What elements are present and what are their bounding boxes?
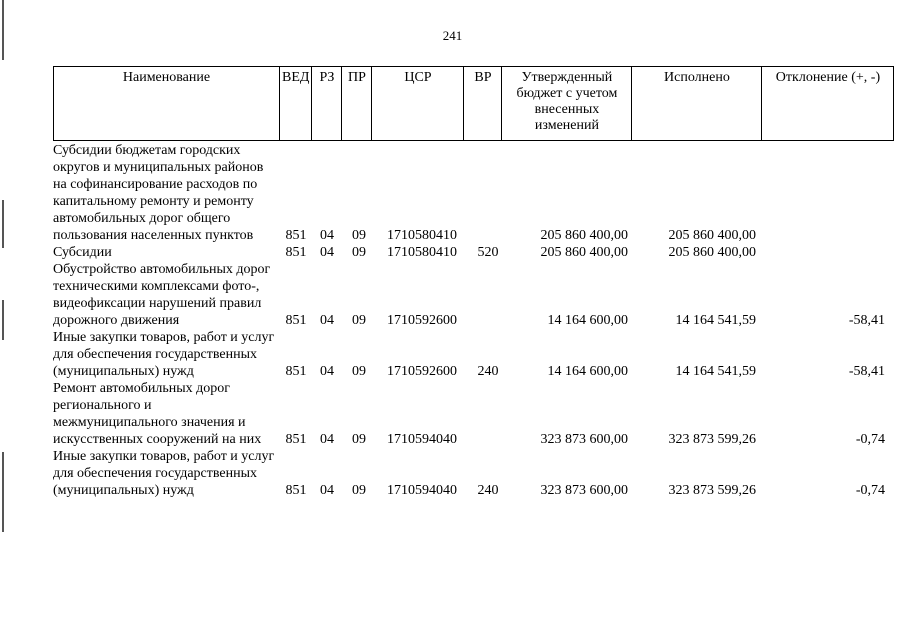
row-executed: 323 873 599,26	[668, 483, 756, 498]
row-executed: 205 860 400,00	[668, 228, 756, 243]
row-ved: 851	[285, 364, 307, 379]
row-executed: 14 164 541,59	[675, 364, 756, 379]
row-ved: 851	[285, 313, 307, 328]
row-csr: 1710580410	[387, 228, 457, 243]
table-row	[53, 142, 893, 244]
header-vr: ВР	[464, 67, 502, 141]
table-row	[53, 244, 893, 261]
row-deviation: -58,41	[848, 313, 885, 328]
row-executed: 14 164 541,59	[675, 313, 756, 328]
table-row	[53, 380, 893, 448]
header-csr: ЦСР	[372, 67, 464, 141]
scan-edge-mark-bottom	[2, 452, 4, 532]
row-name: Ремонт автомобильных дорог регионального и межмуниципального значения и искусственных сооружений на них	[53, 381, 262, 447]
row-ved: 851	[285, 228, 307, 243]
row-deviation: -0,74	[855, 483, 885, 498]
header-deviation: Отклонение (+, -)	[762, 67, 894, 141]
row-deviation: -58,41	[848, 364, 885, 379]
row-pr: 09	[352, 364, 366, 379]
header-pr: ПР	[342, 67, 372, 141]
scan-edge-mark-middle	[2, 200, 4, 248]
header-name: Наименование	[54, 67, 280, 141]
row-csr: 1710592600	[387, 313, 457, 328]
header-rz: РЗ	[312, 67, 342, 141]
row-csr: 1710592600	[387, 364, 457, 379]
row-approved: 14 164 600,00	[547, 313, 628, 328]
row-name: Обустройство автомобильных дорог техническими комплексами фото-, видеофиксации нарушений правил дорожного движения	[53, 262, 271, 328]
row-executed: 323 873 599,26	[668, 432, 756, 447]
table-row	[53, 448, 893, 499]
scan-edge-mark-lower	[2, 300, 4, 340]
row-vr: 520	[477, 245, 499, 260]
row-pr: 09	[352, 432, 366, 447]
row-csr: 1710580410	[387, 245, 457, 260]
budget-table-header	[53, 66, 894, 141]
row-approved: 323 873 600,00	[540, 432, 628, 447]
row-rz: 04	[320, 432, 334, 447]
scan-edge-mark-top	[2, 0, 4, 60]
row-rz: 04	[320, 228, 334, 243]
table-row	[53, 261, 893, 329]
row-approved: 14 164 600,00	[547, 364, 628, 379]
row-name: Субсидии бюджетам городских округов и муниципальных районов на софинансирование расходов по капитальному ремонту и ремонту автомобильных дорог общего пользования населенных пунктов	[53, 143, 264, 243]
row-pr: 09	[352, 245, 366, 260]
row-csr: 1710594040	[387, 483, 457, 498]
header-ved: ВЕД	[280, 67, 312, 141]
row-csr: 1710594040	[387, 432, 457, 447]
header-executed: Исполнено	[632, 67, 762, 141]
row-ved: 851	[285, 483, 307, 498]
row-rz: 04	[320, 245, 334, 260]
row-vr: 240	[477, 483, 499, 498]
budget-table-body	[53, 142, 893, 499]
row-approved: 205 860 400,00	[540, 245, 628, 260]
header-approved: Утвержденный бюджет с учетом внесенных изменений	[502, 67, 632, 141]
row-name: Иные закупки товаров, работ и услуг для обеспечения государственных (муниципальных) нужд	[53, 330, 275, 379]
row-rz: 04	[320, 313, 334, 328]
row-approved: 205 860 400,00	[540, 228, 628, 243]
row-pr: 09	[352, 483, 366, 498]
row-rz: 04	[320, 483, 334, 498]
row-pr: 09	[352, 228, 366, 243]
row-vr: 240	[477, 364, 499, 379]
row-rz: 04	[320, 364, 334, 379]
row-name: Иные закупки товаров, работ и услуг для обеспечения государственных (муниципальных) нужд	[53, 449, 275, 498]
row-executed: 205 860 400,00	[668, 245, 756, 260]
row-deviation: -0,74	[855, 432, 885, 447]
page-number: 241	[442, 28, 463, 43]
row-ved: 851	[285, 432, 307, 447]
row-name: Субсидии	[53, 245, 112, 260]
row-ved: 851	[285, 245, 307, 260]
row-approved: 323 873 600,00	[540, 483, 628, 498]
row-pr: 09	[352, 313, 366, 328]
table-row	[53, 329, 893, 380]
